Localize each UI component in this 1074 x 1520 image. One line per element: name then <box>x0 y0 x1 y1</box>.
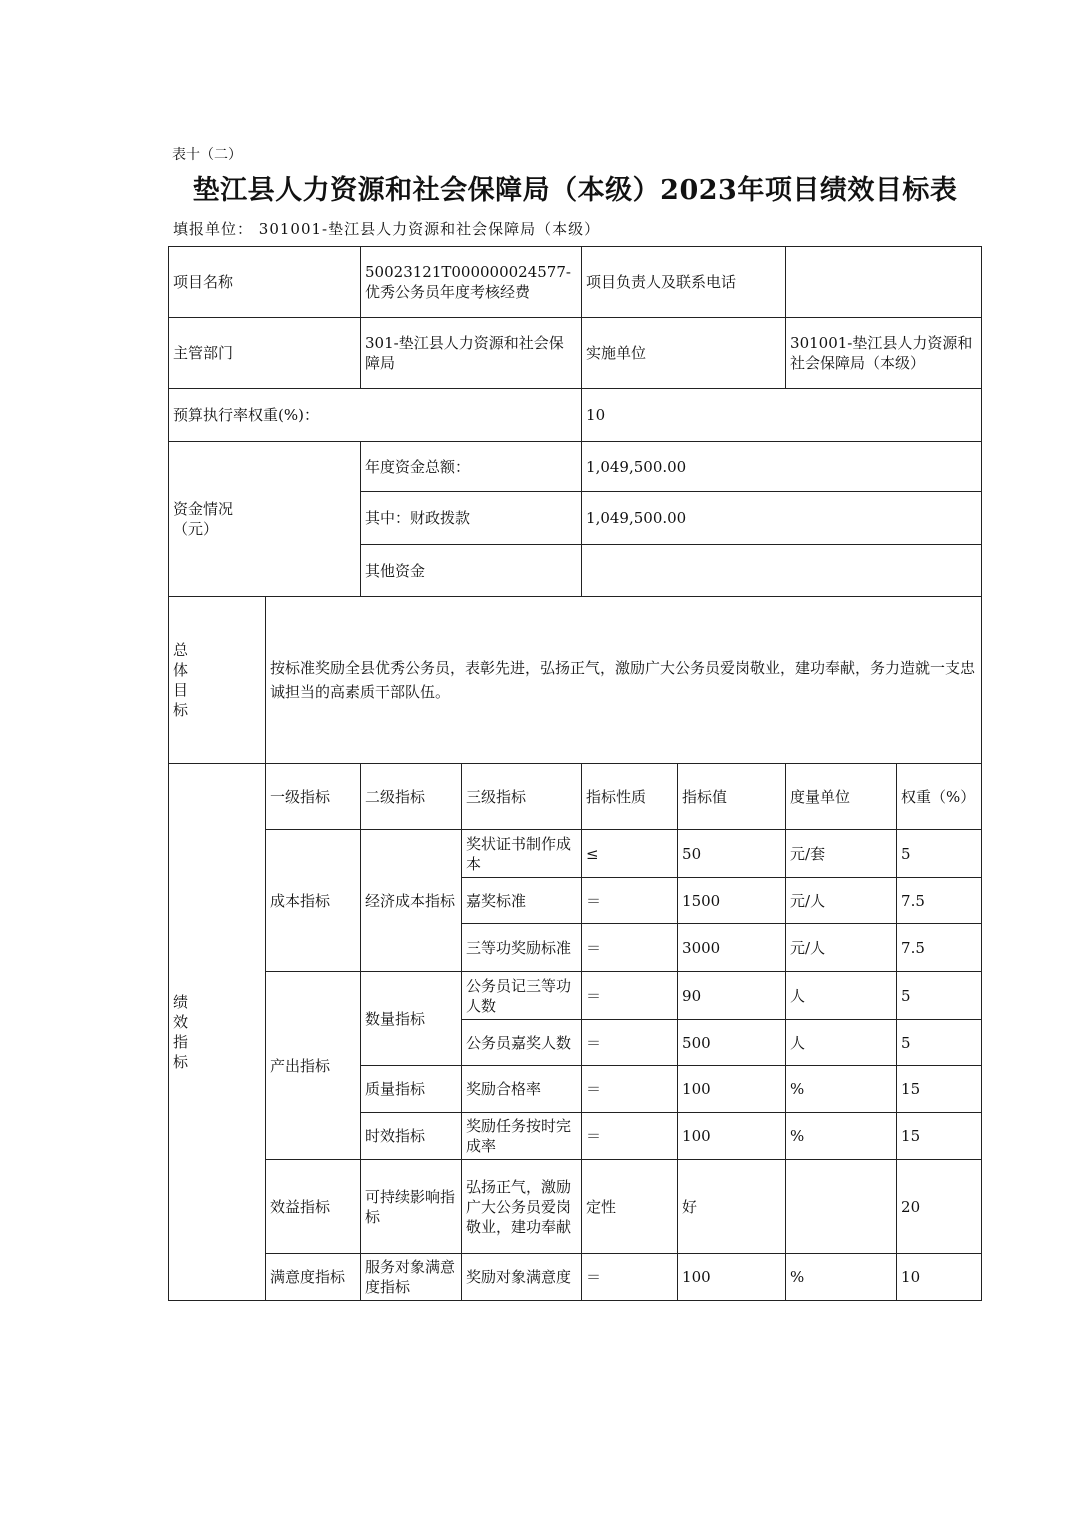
project-name-row <box>169 247 982 318</box>
nature-cell: ＝ <box>582 972 678 1020</box>
level1-cell: 产出指标 <box>266 972 361 1160</box>
level3-cell: 奖励对象满意度 <box>462 1254 582 1301</box>
funds-other-value <box>582 545 982 597</box>
project-name-value: 50023121T000000024577-优秀公务员年度考核经费 <box>361 247 582 318</box>
page-title: 垫江县人力资源和社会保障局（本级）2023年项目绩效目标表 <box>192 175 958 206</box>
table-row <box>169 972 982 1020</box>
funds-total-row <box>169 442 982 492</box>
level2-cell: 服务对象满意度指标 <box>361 1254 462 1301</box>
header-value: 指标值 <box>678 764 786 830</box>
nature-cell: 定性 <box>582 1160 678 1254</box>
nature-cell: ＝ <box>582 1066 678 1113</box>
header-unit: 度量单位 <box>786 764 897 830</box>
overall-goal-row <box>169 597 982 764</box>
value-cell: 50 <box>678 830 786 878</box>
weight-cell: 15 <box>897 1113 982 1160</box>
funds-total-value: 1,049,500.00 <box>582 442 982 492</box>
unit-cell: % <box>786 1113 897 1160</box>
reporting-unit-label: 填报单位： <box>173 220 254 238</box>
level1-cell: 成本指标 <box>266 830 361 972</box>
value-cell: 100 <box>678 1113 786 1160</box>
performance-indicator-label: 绩 效 指 标 <box>169 764 266 1301</box>
unit-cell: 元/人 <box>786 878 897 924</box>
level2-cell: 质量指标 <box>361 1066 462 1113</box>
weight-cell: 20 <box>897 1160 982 1254</box>
funds-label-cell <box>169 442 361 597</box>
weight-cell: 5 <box>897 972 982 1020</box>
department-row <box>169 318 982 389</box>
header-weight: 权重（%） <box>897 764 982 830</box>
weight-cell: 7.5 <box>897 924 982 972</box>
table-row <box>169 1254 982 1301</box>
nature-cell: ＝ <box>582 1254 678 1301</box>
unit-cell <box>786 1160 897 1254</box>
header-level1: 一级指标 <box>266 764 361 830</box>
overall-goal-label: 总 体 目 标 <box>169 597 266 764</box>
unit-cell: 人 <box>786 972 897 1020</box>
header-level2: 二级指标 <box>361 764 462 830</box>
implementing-unit-value: 301001-垫江县人力资源和社会保障局（本级） <box>786 318 982 389</box>
level3-cell: 奖励任务按时完成率 <box>462 1113 582 1160</box>
value-cell: 500 <box>678 1020 786 1066</box>
performance-target-table <box>168 246 982 1301</box>
table-code: 表十（二） <box>172 147 242 163</box>
header-nature: 指标性质 <box>582 764 678 830</box>
weight-cell: 15 <box>897 1066 982 1113</box>
nature-cell: ＝ <box>582 1020 678 1066</box>
indicator-header-row <box>169 764 982 830</box>
reporting-unit <box>173 218 600 239</box>
unit-cell: 元/人 <box>786 924 897 972</box>
funds-unit: （元） <box>173 520 219 538</box>
overall-goal-text: 按标准奖励全县优秀公务员，表彰先进，弘扬正气，激励广大公务员爱岗敬业，建功奉献，务力造就一支忠诚担当的高素质干部队伍。 <box>266 597 982 764</box>
level2-cell: 经济成本指标 <box>361 830 462 972</box>
project-name-label: 项目名称 <box>169 247 361 318</box>
weight-cell: 5 <box>897 830 982 878</box>
unit-cell: 元/套 <box>786 830 897 878</box>
budget-weight-value: 10 <box>582 389 982 442</box>
funds-total-label: 年度资金总额： <box>361 442 582 492</box>
table-row <box>169 1160 982 1254</box>
funds-fiscal-label: 其中：财政拨款 <box>361 492 582 545</box>
level3-cell: 奖励合格率 <box>462 1066 582 1113</box>
level3-cell: 弘扬正气，激励广大公务员爱岗敬业，建功奉献 <box>462 1160 582 1254</box>
unit-cell: % <box>786 1066 897 1113</box>
level3-cell: 嘉奖标准 <box>462 878 582 924</box>
table-row <box>169 830 982 878</box>
unit-cell: 人 <box>786 1020 897 1066</box>
project-contact-label: 项目负责人及联系电话 <box>582 247 786 318</box>
weight-cell: 7.5 <box>897 878 982 924</box>
level1-cell: 效益指标 <box>266 1160 361 1254</box>
weight-cell: 10 <box>897 1254 982 1301</box>
value-cell: 3000 <box>678 924 786 972</box>
level1-cell: 满意度指标 <box>266 1254 361 1301</box>
nature-cell: ＝ <box>582 878 678 924</box>
nature-cell: ≤ <box>582 830 678 878</box>
level3-cell: 三等功奖励标准 <box>462 924 582 972</box>
nature-cell: ＝ <box>582 1113 678 1160</box>
level3-cell: 奖状证书制作成本 <box>462 830 582 878</box>
department-label: 主管部门 <box>169 318 361 389</box>
project-contact-value <box>786 247 982 318</box>
reporting-unit-value: 301001-垫江县人力资源和社会保障局（本级） <box>258 220 601 238</box>
level3-cell: 公务员记三等功人数 <box>462 972 582 1020</box>
funds-fiscal-value: 1,049,500.00 <box>582 492 982 545</box>
level3-cell: 公务员嘉奖人数 <box>462 1020 582 1066</box>
value-cell: 100 <box>678 1254 786 1301</box>
nature-cell: ＝ <box>582 924 678 972</box>
implementing-unit-label: 实施单位 <box>582 318 786 389</box>
department-value: 301-垫江县人力资源和社会保障局 <box>361 318 582 389</box>
value-cell: 好 <box>678 1160 786 1254</box>
budget-weight-row <box>169 389 982 442</box>
weight-cell: 5 <box>897 1020 982 1066</box>
value-cell: 100 <box>678 1066 786 1113</box>
level2-cell: 可持续影响指标 <box>361 1160 462 1254</box>
unit-cell: % <box>786 1254 897 1301</box>
value-cell: 1500 <box>678 878 786 924</box>
funds-other-label: 其他资金 <box>361 545 582 597</box>
level2-cell: 数量指标 <box>361 972 462 1066</box>
funds-label: 资金情况 <box>173 500 234 518</box>
budget-weight-label: 预算执行率权重(%)： <box>169 389 582 442</box>
level2-cell: 时效指标 <box>361 1113 462 1160</box>
value-cell: 90 <box>678 972 786 1020</box>
header-level3: 三级指标 <box>462 764 582 830</box>
